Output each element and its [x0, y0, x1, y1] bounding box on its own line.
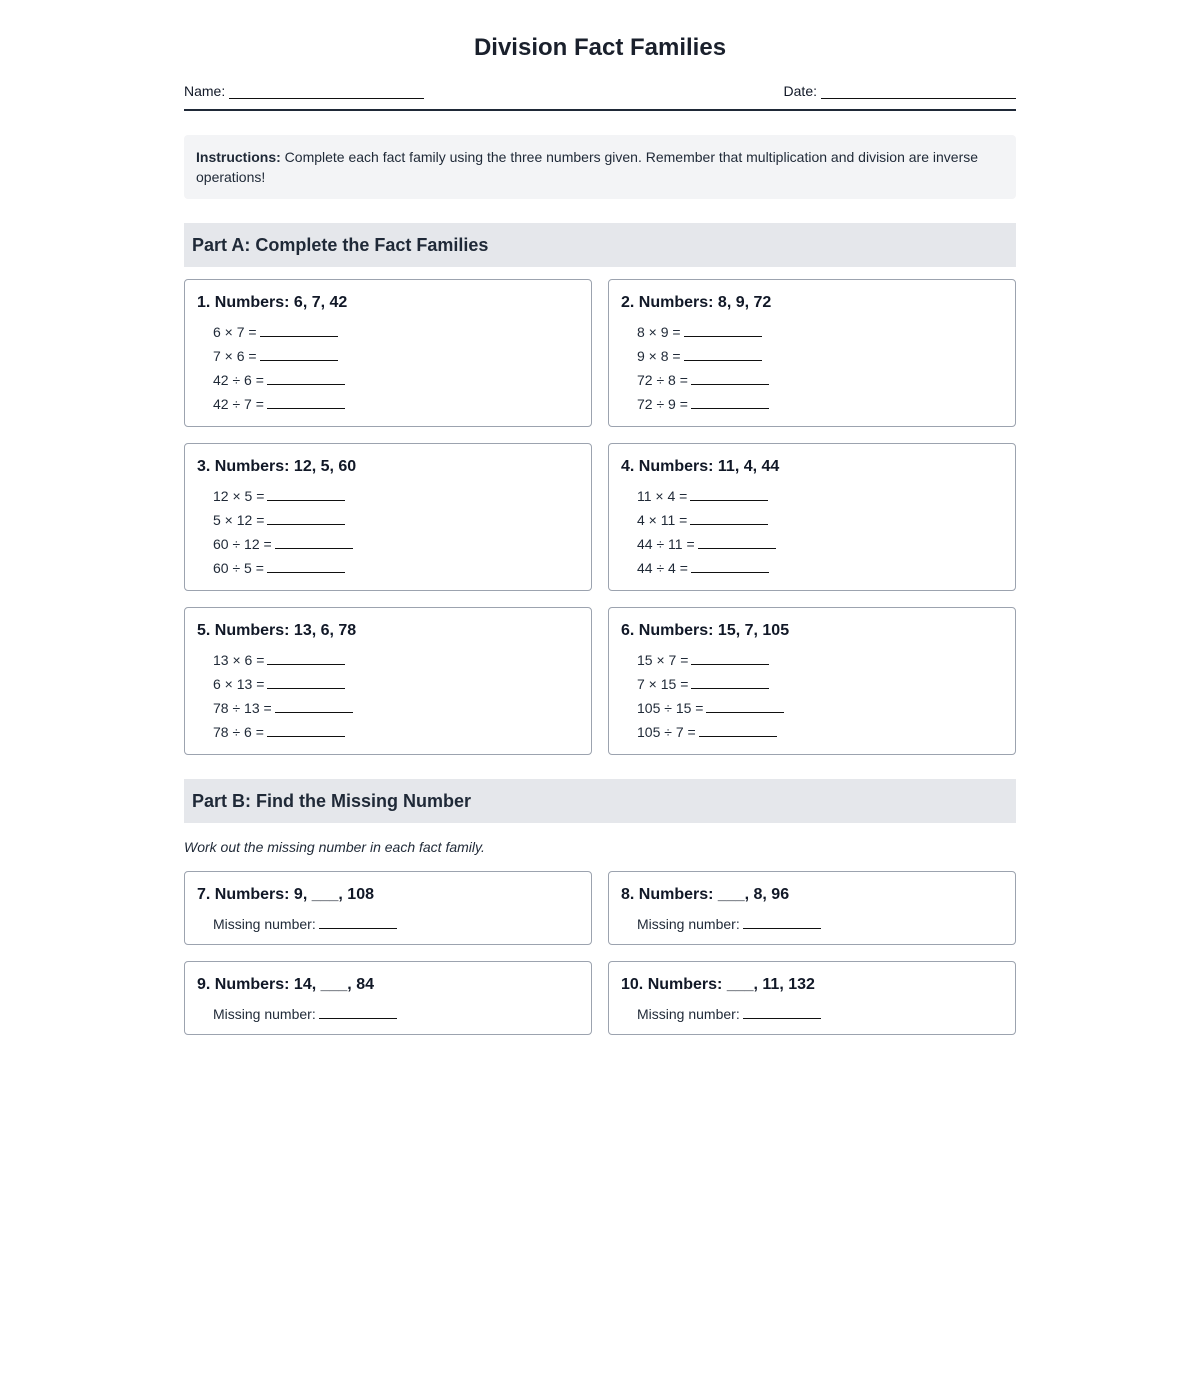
answer-blank[interactable]: [690, 486, 768, 501]
fact-family-card: [184, 443, 592, 591]
equation-row: [197, 392, 579, 416]
equation-row: [197, 368, 579, 392]
answer-blank[interactable]: [690, 510, 768, 525]
missing-number-label: Missing number:: [637, 916, 740, 932]
equation-text: 8 × 9 =: [637, 324, 681, 340]
fact-family-card: [608, 443, 1016, 591]
answer-blank[interactable]: [319, 914, 397, 929]
instructions-box: [184, 135, 1016, 199]
part-b-heading: Part B: Find the Missing Number: [184, 779, 1016, 823]
problem-title: 3. Numbers: 12, 5, 60: [197, 458, 357, 475]
fact-family-card: [608, 607, 1016, 755]
equation-row: [197, 648, 579, 672]
equation-text: 44 ÷ 11 =: [637, 536, 695, 552]
answer-blank[interactable]: [699, 722, 777, 737]
equation-text: 7 × 6 =: [213, 348, 257, 364]
missing-number-row: [197, 1002, 579, 1026]
instructions-label: Instructions:: [196, 149, 281, 165]
equation-row: [197, 720, 579, 744]
equation-text: 6 × 7 =: [213, 324, 257, 340]
equation-text: 105 ÷ 7 =: [637, 724, 696, 740]
part-a-heading: Part A: Complete the Fact Families: [184, 223, 1016, 267]
name-field: [184, 82, 424, 99]
answer-blank[interactable]: [267, 650, 345, 665]
missing-number-label: Missing number:: [213, 916, 316, 932]
answer-blank[interactable]: [698, 534, 776, 549]
missing-number-card: [184, 871, 592, 945]
answer-blank[interactable]: [691, 370, 769, 385]
equation-text: 72 ÷ 8 =: [637, 372, 688, 388]
equation-text: 78 ÷ 6 =: [213, 724, 264, 740]
equation-row: [621, 344, 1003, 368]
answer-blank[interactable]: [267, 486, 345, 501]
equation-row: [621, 556, 1003, 580]
equation-text: 11 × 4 =: [637, 488, 688, 504]
problem-title: 9. Numbers: 14, ___, 84: [197, 976, 374, 993]
equation-row: [621, 508, 1003, 532]
equation-row: [621, 720, 1003, 744]
answer-blank[interactable]: [260, 322, 338, 337]
equation-text: 78 ÷ 13 =: [213, 700, 272, 716]
answer-blank[interactable]: [684, 346, 762, 361]
equation-text: 9 × 8 =: [637, 348, 681, 364]
answer-blank[interactable]: [691, 674, 769, 689]
fact-family-card: [608, 279, 1016, 427]
equation-row: [197, 320, 579, 344]
equation-text: 12 × 5 =: [213, 488, 265, 504]
equation-row: [197, 696, 579, 720]
answer-blank[interactable]: [267, 674, 345, 689]
equation-text: 72 ÷ 9 =: [637, 396, 688, 412]
fact-family-card: [184, 279, 592, 427]
equation-text: 4 × 11 =: [637, 512, 688, 528]
equation-text: 44 ÷ 4 =: [637, 560, 688, 576]
problem-title: 4. Numbers: 11, 4, 44: [621, 458, 780, 475]
missing-number-card: [608, 961, 1016, 1035]
worksheet-page: [184, 0, 1016, 1035]
equation-row: [621, 648, 1003, 672]
part-b-grid: [184, 871, 1016, 1035]
equation-row: [621, 368, 1003, 392]
equation-text: 15 × 7 =: [637, 652, 689, 668]
answer-blank[interactable]: [319, 1004, 397, 1019]
answer-blank[interactable]: [267, 510, 345, 525]
answer-blank[interactable]: [684, 322, 762, 337]
missing-number-row: [197, 912, 579, 936]
answer-blank[interactable]: [267, 722, 345, 737]
equation-row: [621, 696, 1003, 720]
missing-number-label: Missing number:: [213, 1006, 316, 1022]
answer-blank[interactable]: [691, 558, 769, 573]
instructions-text: Complete each fact family using the three numbers given. Remember that multiplication and division are inverse operations!: [196, 149, 979, 185]
equation-text: 6 × 13 =: [213, 676, 265, 692]
fact-family-card: [184, 607, 592, 755]
answer-blank[interactable]: [743, 1004, 821, 1019]
problem-title: 1. Numbers: 6, 7, 42: [197, 294, 348, 311]
missing-number-card: [608, 871, 1016, 945]
answer-blank[interactable]: [267, 394, 345, 409]
problem-title: 2. Numbers: 8, 9, 72: [621, 294, 772, 311]
equation-text: 5 × 12 =: [213, 512, 265, 528]
answer-blank[interactable]: [691, 394, 769, 409]
missing-number-label: Missing number:: [637, 1006, 740, 1022]
equation-text: 7 × 15 =: [637, 676, 689, 692]
problem-title: 7. Numbers: 9, ___, 108: [197, 886, 374, 903]
equation-text: 60 ÷ 12 =: [213, 536, 272, 552]
date-label: Date:: [783, 83, 817, 99]
answer-blank[interactable]: [706, 698, 784, 713]
equation-row: [621, 532, 1003, 556]
name-date-row: [184, 82, 1016, 111]
answer-blank[interactable]: [691, 650, 769, 665]
problem-title: 10. Numbers: ___, 11, 132: [621, 976, 815, 993]
missing-number-card: [184, 961, 592, 1035]
answer-blank[interactable]: [267, 558, 345, 573]
equation-row: [621, 320, 1003, 344]
answer-blank[interactable]: [743, 914, 821, 929]
date-field: [784, 82, 1016, 99]
equation-row: [621, 392, 1003, 416]
equation-row: [197, 556, 579, 580]
missing-number-row: [621, 1002, 1003, 1026]
part-b-note: Work out the missing number in each fact family.: [184, 839, 485, 855]
answer-blank[interactable]: [260, 346, 338, 361]
equation-row: [197, 532, 579, 556]
page-title: Division Fact Families: [473, 34, 727, 61]
equation-text: 42 ÷ 6 =: [213, 372, 264, 388]
missing-number-row: [621, 912, 1003, 936]
equation-row: [621, 672, 1003, 696]
problem-title: 6. Numbers: 15, 7, 105: [621, 622, 790, 639]
equation-row: [197, 672, 579, 696]
equation-text: 105 ÷ 15 =: [637, 700, 704, 716]
name-label: Name:: [184, 83, 226, 99]
equation-text: 60 ÷ 5 =: [213, 560, 264, 576]
date-blank[interactable]: [821, 82, 1016, 99]
name-blank[interactable]: [229, 82, 424, 99]
answer-blank[interactable]: [267, 370, 345, 385]
equation-text: 42 ÷ 7 =: [213, 396, 264, 412]
problem-title: 8. Numbers: ___, 8, 96: [621, 886, 790, 903]
answer-blank[interactable]: [275, 534, 353, 549]
answer-blank[interactable]: [275, 698, 353, 713]
part-a-grid: [184, 279, 1016, 755]
problem-title: 5. Numbers: 13, 6, 78: [197, 622, 357, 639]
equation-row: [621, 484, 1003, 508]
equation-row: [197, 344, 579, 368]
equation-row: [197, 508, 579, 532]
equation-row: [197, 484, 579, 508]
equation-text: 13 × 6 =: [213, 652, 265, 668]
